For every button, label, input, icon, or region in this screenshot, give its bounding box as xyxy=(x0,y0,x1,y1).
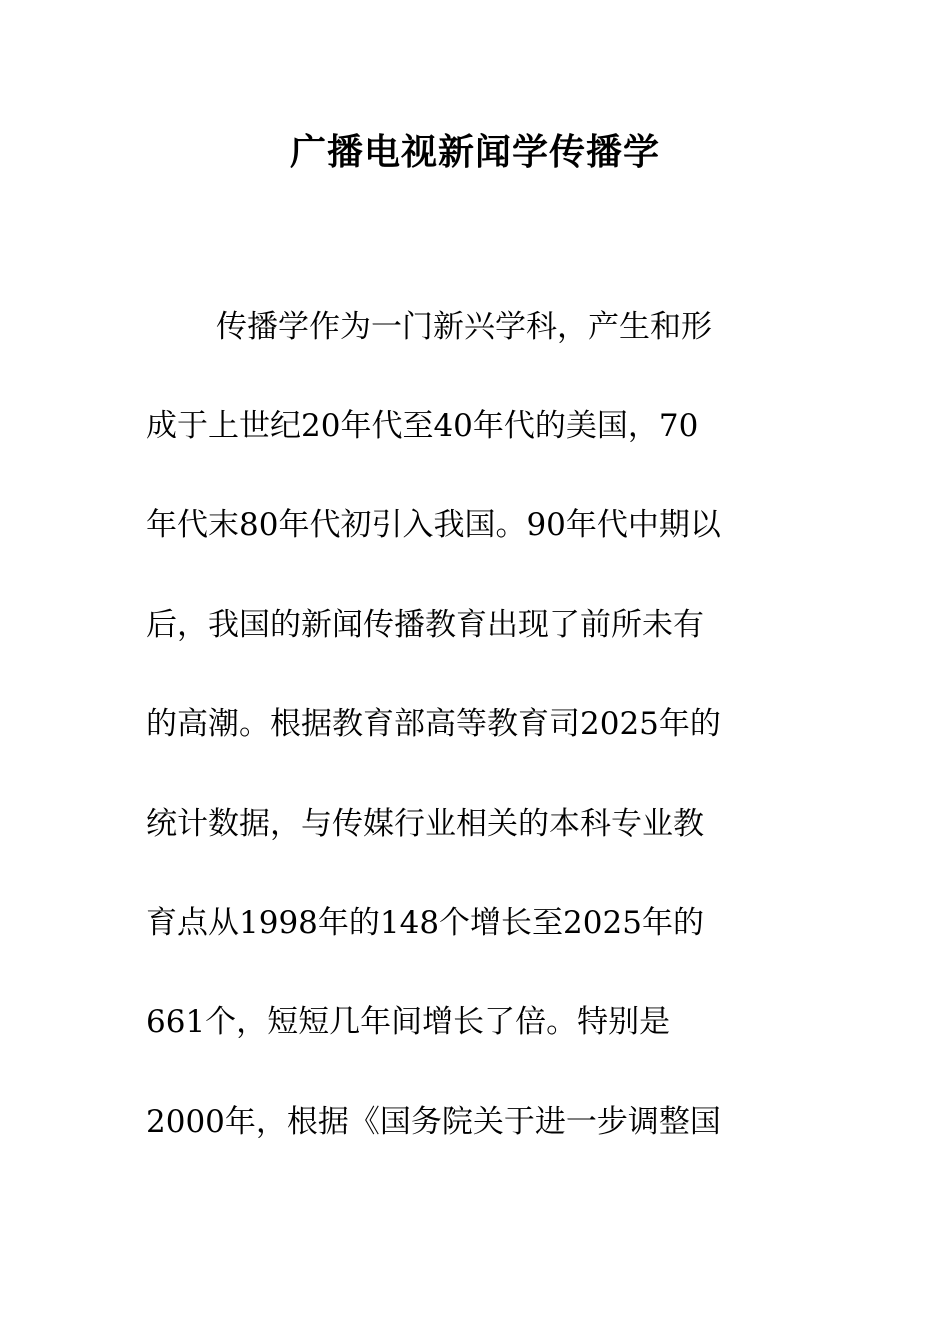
paragraph-line-2: 成于上世纪20年代至40年代的美国，70 xyxy=(146,408,699,444)
document-title: 广播电视新闻学传播学 xyxy=(289,131,660,173)
paragraph-line-5: 的高潮。根据教育部高等教育司2025年的 xyxy=(146,706,721,742)
paragraph-line-4: 后，我国的新闻传播教育出现了前所未有 xyxy=(146,607,704,643)
paragraph-line-3: 年代末80年代初引入我国。90年代中期以 xyxy=(146,507,721,543)
paragraph-line-7: 育点从1998年的148个增长至2025年的 xyxy=(146,905,704,941)
paragraph-line-6: 统计数据，与传媒行业相关的本科专业教 xyxy=(146,806,704,842)
paragraph-line-1: 传播学作为一门新兴学科，产生和形 xyxy=(216,309,712,345)
paragraph-line-8: 661个，短短几年间增长了倍。特别是 xyxy=(146,1004,671,1040)
paragraph-line-9: 2000年，根据《国务院关于进一步调整国 xyxy=(146,1104,721,1140)
